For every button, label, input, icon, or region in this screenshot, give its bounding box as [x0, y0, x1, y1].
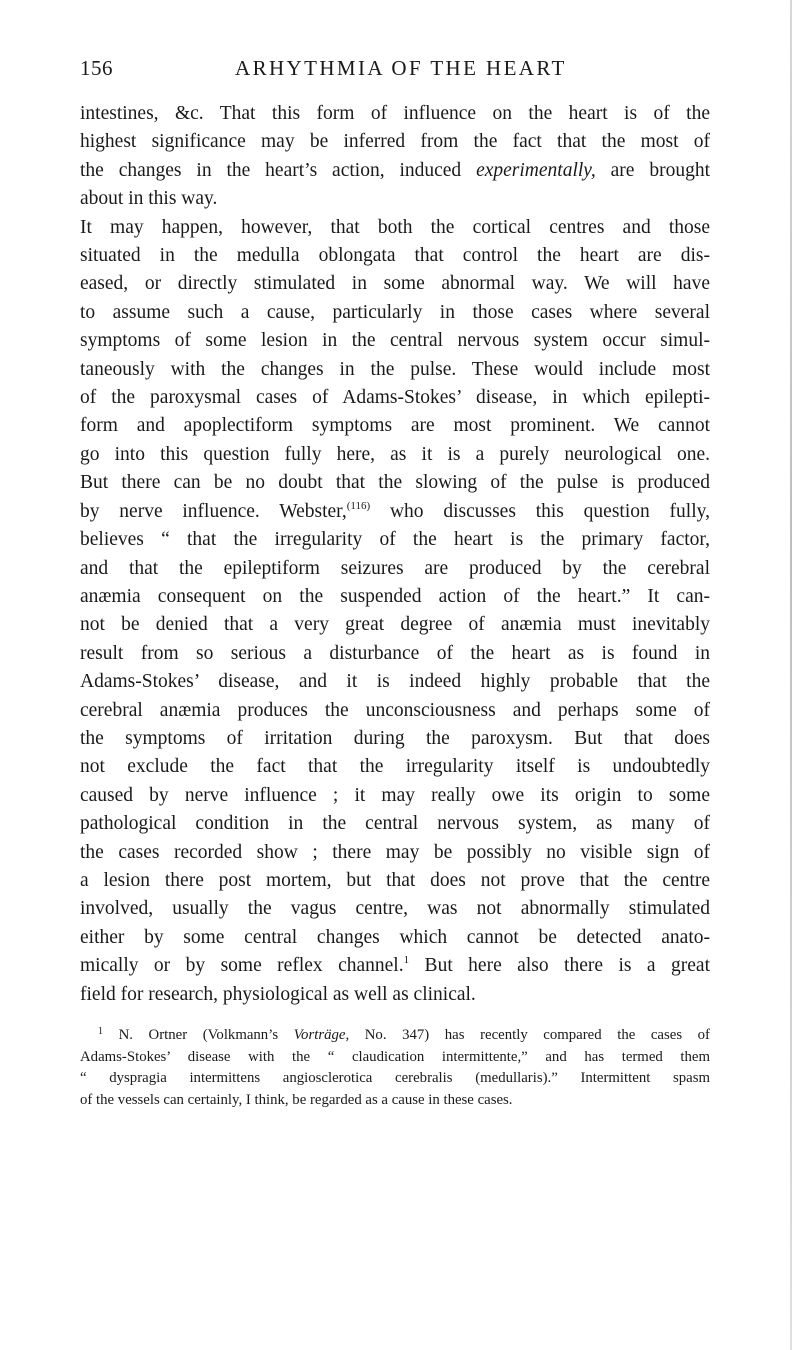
text-fragment: the changes in the heart’s action, induced [80, 159, 477, 181]
footnote-line: Adams-Stokes’ disease with the “ claudication intermittente,” and has termed them [80, 1048, 710, 1065]
text-line: to assume such a cause, particularly in those cases where several [80, 301, 710, 323]
text-line: anæmia consequent on the suspended action of the heart.” It can- [80, 585, 710, 607]
footnote-line: “ dyspragia intermittens angiosclerotica cerebralis (medullaris).” Intermittent spasm [80, 1070, 710, 1086]
text-line: cerebral anæmia produces the unconsciousness and perhaps some of [80, 699, 710, 721]
text-line: either by some central changes which cannot be detected anato- [80, 926, 710, 948]
text-fragment: by nerve influence. Webster, [80, 500, 347, 522]
text-line: the cases recorded show ; there may be possibly no visible sign of [80, 841, 710, 863]
page-edge-shadow [790, 0, 792, 1350]
text-fragment: are brought [595, 159, 710, 181]
footnote-line: of the vessels can certainly, I think, be regarded as a cause in these cases. [80, 1091, 513, 1108]
footnote [80, 1025, 710, 1111]
page-header [80, 56, 710, 90]
footnote-marker: 1 [98, 1026, 103, 1037]
text-line [80, 952, 710, 980]
text-line: of the paroxysmal cases of Adams-Stokes’ disease, in which epilepti- [80, 387, 710, 409]
text-line: It may happen, however, that both the cortical centres and those [80, 216, 710, 238]
running-title: ARHYTHMIA OF THE HEART [235, 56, 567, 80]
page-number: 156 [80, 56, 113, 80]
text-line: intestines, &c. That this form of influence on the heart is of the [80, 103, 710, 124]
text-line: a lesion there post mortem, but that does not prove that the centre [80, 869, 710, 891]
text-line: believes “ that the irregularity of the heart is the primary factor, [80, 529, 710, 551]
text-line: and that the epileptiform seizures are produced by the cerebral [80, 557, 710, 579]
text-line [80, 498, 710, 526]
text-line: caused by nerve influence ; it may really owe its origin to some [80, 784, 710, 806]
text-line: But there can be no doubt that the slowing of the pulse is produced [80, 472, 710, 494]
italic-emphasis: experimentally, [476, 159, 596, 181]
text-fragment: N. Ortner (Volkmann’s [103, 1027, 294, 1043]
text-line: the symptoms of irritation during the paroxysm. But that does [80, 727, 710, 749]
text-line: situated in the medulla oblongata that control the heart are dis- [80, 245, 710, 267]
text-line: not be denied that a very great degree of anæmia must inevitably [80, 614, 710, 636]
text-fragment: But here also there is a great [409, 955, 710, 977]
text-fragment: No. 347) has recently compared the cases of [349, 1027, 710, 1043]
text-line: pathological condition in the central nervous system, as many of [80, 813, 710, 835]
text-line: not exclude the fact that the irregularity itself is undoubtedly [80, 756, 710, 778]
body-text [80, 100, 710, 1009]
text-line: Adams-Stokes’ disease, and it is indeed highly probable that the [80, 671, 710, 693]
text-line: about in this way. [80, 188, 218, 210]
text-line: highest significance may be inferred from the fact that the most of [80, 131, 710, 153]
text-line: field for research, physiological as well as clinical. [80, 983, 476, 1005]
citation-superscript: (116) [346, 499, 371, 512]
text-line: go into this question fully here, as it is a purely neurological one. [80, 443, 710, 465]
text-line: result from so serious a disturbance of the heart as is found in [80, 642, 710, 664]
text-line: eased, or directly stimulated in some abnormal way. We will have [80, 273, 710, 295]
footnote-line [80, 1025, 710, 1047]
text-fragment: mically or by some reflex channel. [80, 955, 404, 977]
text-line [80, 157, 710, 185]
text-line: taneously with the changes in the pulse. These would include most [80, 358, 710, 380]
text-line: involved, usually the vagus centre, was not abnormally stimulated [80, 898, 710, 920]
text-fragment: who discusses this question fully, [370, 500, 710, 522]
text-line: symptoms of some lesion in the central nervous system occur simul- [80, 330, 710, 352]
italic-title: Vorträge, [293, 1027, 350, 1043]
footnote-reference: 1 [403, 954, 410, 967]
text-line: form and apoplectiform symptoms are most prominent. We cannot [80, 415, 710, 437]
